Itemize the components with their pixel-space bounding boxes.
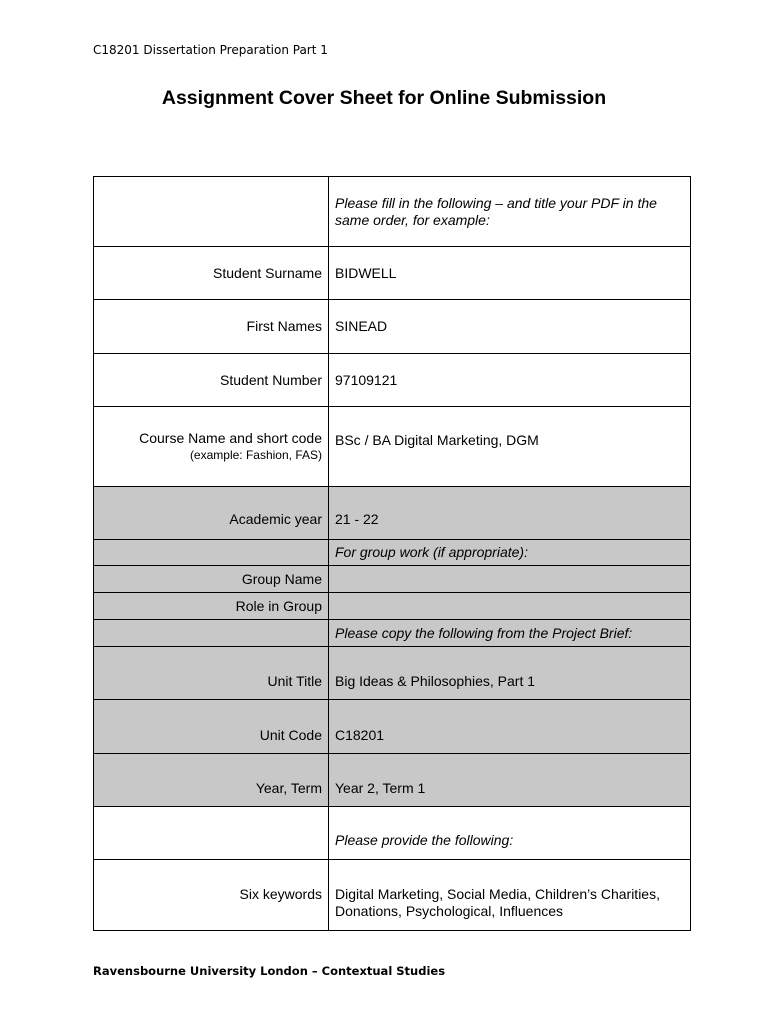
course-label-cell	[94, 407, 329, 487]
row-group-work-note	[94, 540, 691, 566]
row-unit-code	[94, 700, 691, 754]
page-header: C18201 Dissertation Preparation Part 1	[93, 43, 328, 57]
cover-sheet-table	[93, 176, 691, 931]
first-names-value[interactable]: SINEAD	[329, 300, 691, 354]
keywords-label: Six keywords	[94, 860, 329, 931]
unit-code-label: Unit Code	[94, 700, 329, 754]
course-label: Course Name and short code	[139, 429, 322, 446]
row-student-number	[94, 354, 691, 407]
intro-row	[94, 177, 691, 247]
brief-note: Please copy the following from the Project Brief:	[329, 620, 691, 647]
first-names-label: First Names	[94, 300, 329, 354]
course-value[interactable]: BSc / BA Digital Marketing, DGM	[329, 407, 691, 487]
course-sublabel: (example: Fashion, FAS)	[189, 447, 322, 462]
intro-label-cell	[94, 177, 329, 247]
unit-code-value[interactable]: C18201	[329, 700, 691, 754]
group-name-label: Group Name	[94, 566, 329, 593]
unit-title-label: Unit Title	[94, 647, 329, 700]
year-term-value[interactable]: Year 2, Term 1	[329, 754, 691, 807]
group-work-note: For group work (if appropriate):	[329, 540, 691, 566]
group-work-label-cell	[94, 540, 329, 566]
student-surname-value[interactable]: BIDWELL	[329, 247, 691, 300]
unit-title-value[interactable]: Big Ideas & Philosophies, Part 1	[329, 647, 691, 700]
provide-note: Please provide the following:	[329, 807, 691, 860]
page-footer: Ravensbourne University London – Contextual Studies	[93, 964, 446, 978]
academic-year-value[interactable]: 21 - 22	[329, 487, 691, 540]
row-provide-note	[94, 807, 691, 860]
row-brief-note	[94, 620, 691, 647]
row-unit-title	[94, 647, 691, 700]
row-student-surname	[94, 247, 691, 300]
row-keywords	[94, 860, 691, 931]
student-number-label: Student Number	[94, 354, 329, 407]
student-number-value[interactable]: 97109121	[329, 354, 691, 407]
row-academic-year	[94, 487, 691, 540]
row-first-names	[94, 300, 691, 354]
brief-label-cell	[94, 620, 329, 647]
row-group-name	[94, 566, 691, 593]
row-year-term	[94, 754, 691, 807]
group-name-value[interactable]	[329, 566, 691, 593]
student-surname-label: Student Surname	[94, 247, 329, 300]
role-in-group-value[interactable]	[329, 593, 691, 620]
academic-year-label: Academic year	[94, 487, 329, 540]
year-term-label: Year, Term	[94, 754, 329, 807]
provide-label-cell	[94, 807, 329, 860]
role-in-group-label: Role in Group	[94, 593, 329, 620]
page-title: Assignment Cover Sheet for Online Submission	[161, 87, 607, 109]
row-course	[94, 407, 691, 487]
keywords-value[interactable]: Digital Marketing, Social Media, Children’s Charities, Donations, Psychological, Influences	[329, 860, 691, 931]
row-role-in-group	[94, 593, 691, 620]
intro-text: Please fill in the following – and title your PDF in the same order, for example:	[329, 177, 691, 247]
